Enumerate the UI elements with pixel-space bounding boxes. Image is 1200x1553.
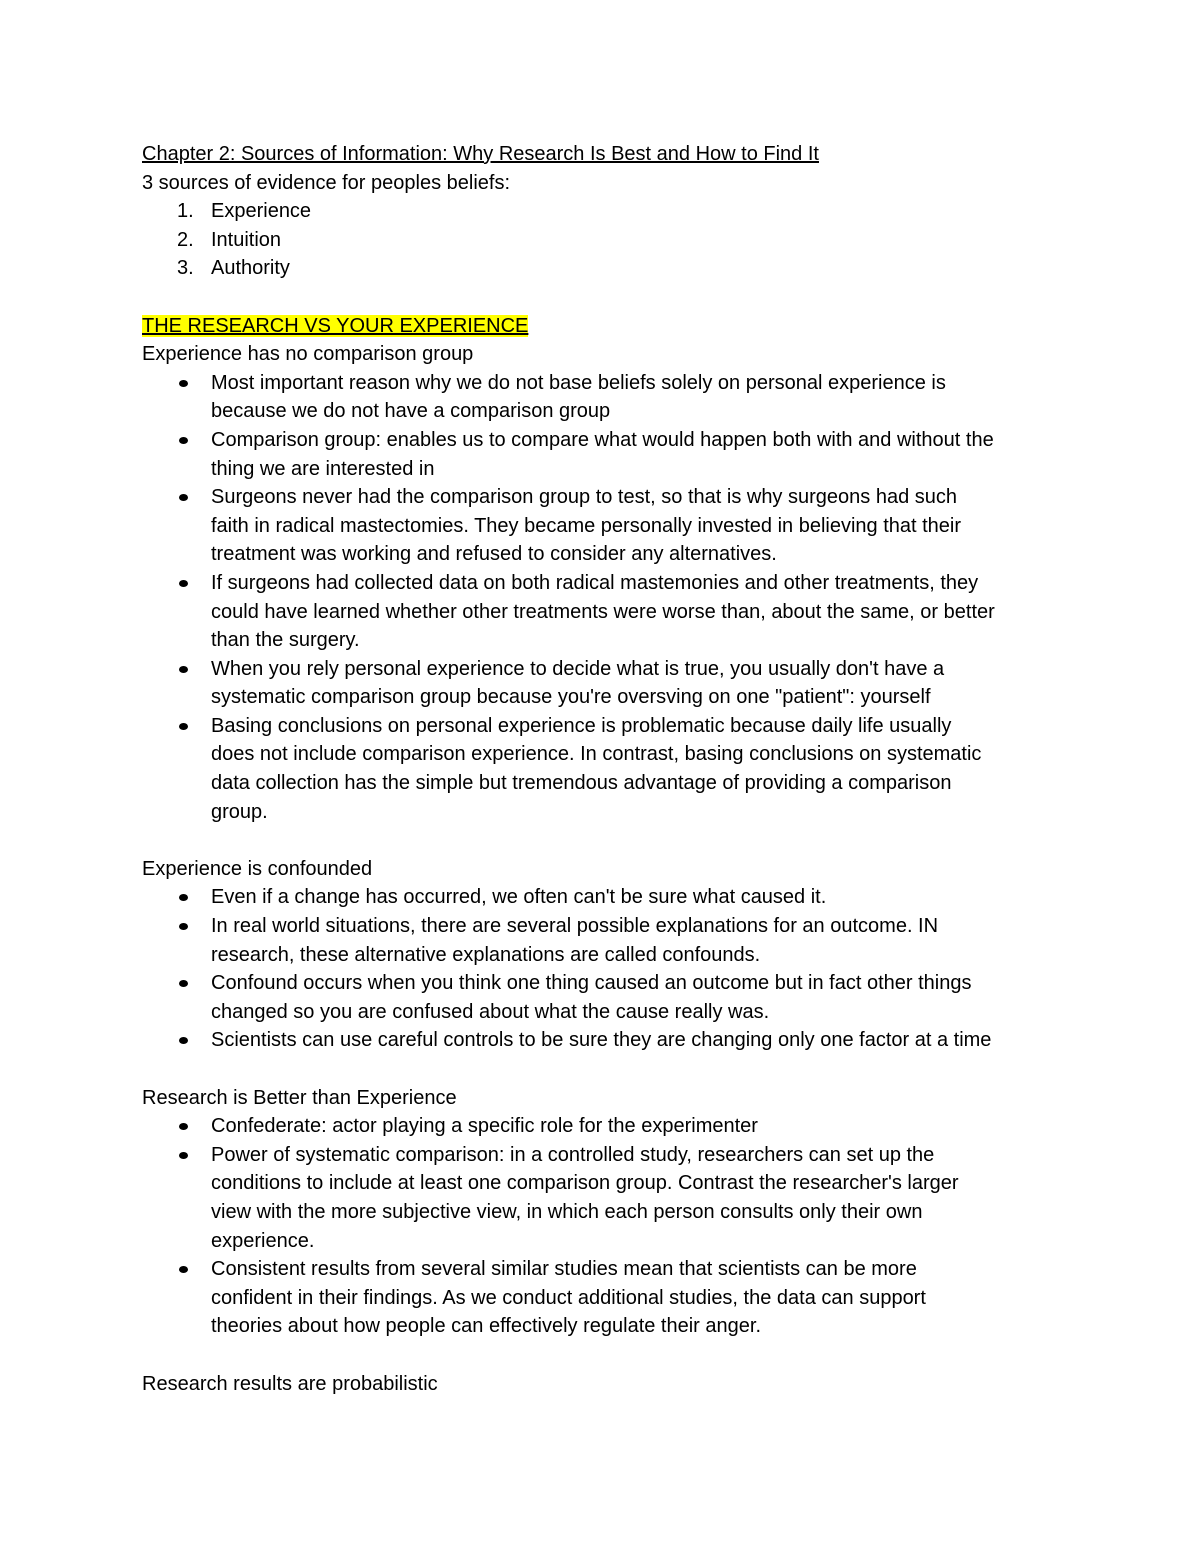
bullet-text-line: Scientists can use careful controls to be sure they are changing only one factor at a time — [211, 1029, 992, 1052]
list-item — [142, 254, 1072, 283]
bullet-text-line: Comparison group: enables us to compare what would happen both with and without the — [211, 428, 994, 451]
bullet-text-line: If surgeons had collected data on both radical mastemonies and other treatments, they — [211, 571, 979, 594]
bullet-icon — [179, 980, 188, 987]
bullet-icon — [179, 494, 188, 501]
bullet-icon — [179, 580, 188, 587]
bullet-text-line: confident in their findings. As we conduct additional studies, the data can support — [211, 1286, 926, 1309]
bullet-text-line: Basing conclusions on personal experience is problematic because daily life usually — [211, 714, 952, 737]
bullet-text-line: treatment was working and refused to consider any alternatives. — [211, 543, 777, 566]
bullet-text-line: thing we are interested in — [211, 457, 435, 480]
bullet-text-line: changed so you are confused about what the cause really was. — [211, 1000, 770, 1023]
list-number: 3. — [177, 257, 194, 280]
bullet-icon — [179, 923, 188, 930]
list-item-text: Experience — [211, 200, 312, 223]
bullet-text-line: Power of systematic comparison: in a controlled study, researchers can set up the — [211, 1143, 935, 1166]
bullet-icon — [179, 1266, 188, 1273]
bullet-text-line: Even if a change has occurred, we often can't be sure what caused it. — [211, 886, 827, 909]
intro-line: 3 sources of evidence for peoples beliefs: — [142, 171, 510, 194]
bullet-item — [142, 883, 1072, 912]
list-item-text: Authority — [211, 257, 290, 280]
bullet-text-line: because we do not have a comparison group — [211, 400, 611, 423]
section-heading: Research results are probabilistic — [142, 1372, 438, 1395]
bullet-icon — [179, 894, 188, 901]
bullet-text-line: group. — [211, 800, 268, 823]
bullet-item — [142, 569, 1072, 655]
bullet-text-line: than the surgery. — [211, 629, 360, 652]
bullet-text-line: theories about how people can effectively regulate their anger. — [211, 1315, 761, 1338]
list-item — [142, 226, 1072, 255]
list-item-text: Intuition — [211, 228, 282, 251]
bullet-list — [142, 883, 1072, 1055]
bullet-text-line: systematic comparison group because you're oversving on one "patient": yourself — [211, 686, 931, 709]
bullet-icon — [179, 1152, 188, 1159]
list-item — [142, 197, 1072, 226]
bullet-list — [142, 369, 1072, 827]
bullet-item — [142, 969, 1072, 1026]
list-number: 2. — [177, 228, 194, 251]
document-page — [142, 140, 1072, 1398]
bullet-item — [142, 712, 1072, 826]
bullet-item — [142, 483, 1072, 569]
bullet-text-line: In real world situations, there are several possible explanations for an outcome. IN — [211, 915, 939, 938]
section-heading: Research is Better than Experience — [142, 1086, 457, 1109]
sources-list — [142, 197, 1072, 283]
bullet-text-line: Surgeons never had the comparison group to test, so that is why surgeons had such — [211, 486, 957, 509]
bullet-icon — [179, 723, 188, 730]
highlighted-heading: THE RESEARCH VS YOUR EXPERIENCE — [142, 314, 529, 337]
bullet-text-line: research, these alternative explanations are called confounds. — [211, 943, 761, 966]
section-heading: Experience is confounded — [142, 857, 373, 880]
bullet-icon — [179, 380, 188, 387]
section-heading: Experience has no comparison group — [142, 343, 474, 366]
bullet-text-line: Confound occurs when you think one thing caused an outcome but in fact other things — [211, 972, 972, 995]
sections-container — [142, 340, 1072, 1398]
bullet-item — [142, 655, 1072, 712]
list-number: 1. — [177, 200, 194, 223]
bullet-text-line: conditions to include at least one comparison group. Contrast the researcher's larger — [211, 1172, 959, 1195]
document-title: Chapter 2: Sources of Information: Why Research Is Best and How to Find It — [142, 143, 819, 165]
bullet-icon — [179, 1037, 188, 1044]
bullet-item — [142, 426, 1072, 483]
bullet-item — [142, 1026, 1072, 1055]
bullet-text-line: Confederate: actor playing a specific role for the experimenter — [211, 1115, 758, 1138]
bullet-item — [142, 1255, 1072, 1341]
bullet-text-line: could have learned whether other treatments were worse than, about the same, or better — [211, 600, 995, 623]
bullet-text-line: When you rely personal experience to decide what is true, you usually don't have a — [211, 657, 945, 680]
bullet-item — [142, 1141, 1072, 1255]
bullet-text-line: Consistent results from several similar studies mean that scientists can be more — [211, 1258, 917, 1281]
bullet-text-line: does not include comparison experience. In contrast, basing conclusions on systematic — [211, 743, 982, 766]
bullet-item — [142, 369, 1072, 426]
bullet-icon — [179, 1123, 188, 1130]
bullet-icon — [179, 437, 188, 444]
bullet-text-line: faith in radical mastectomies. They became personally invested in believing that their — [211, 514, 962, 537]
bullet-item — [142, 1112, 1072, 1141]
bullet-icon — [179, 666, 188, 673]
bullet-item — [142, 912, 1072, 969]
bullet-list — [142, 1112, 1072, 1341]
bullet-text-line: data collection has the simple but tremendous advantage of providing a comparison — [211, 772, 952, 795]
highlight-heading-line — [142, 312, 1072, 341]
bullet-text-line: experience. — [211, 1229, 315, 1252]
bullet-text-line: view with the more subjective view, in which each person consults only their own — [211, 1200, 923, 1223]
bullet-text-line: Most important reason why we do not base beliefs solely on personal experience is — [211, 371, 946, 394]
